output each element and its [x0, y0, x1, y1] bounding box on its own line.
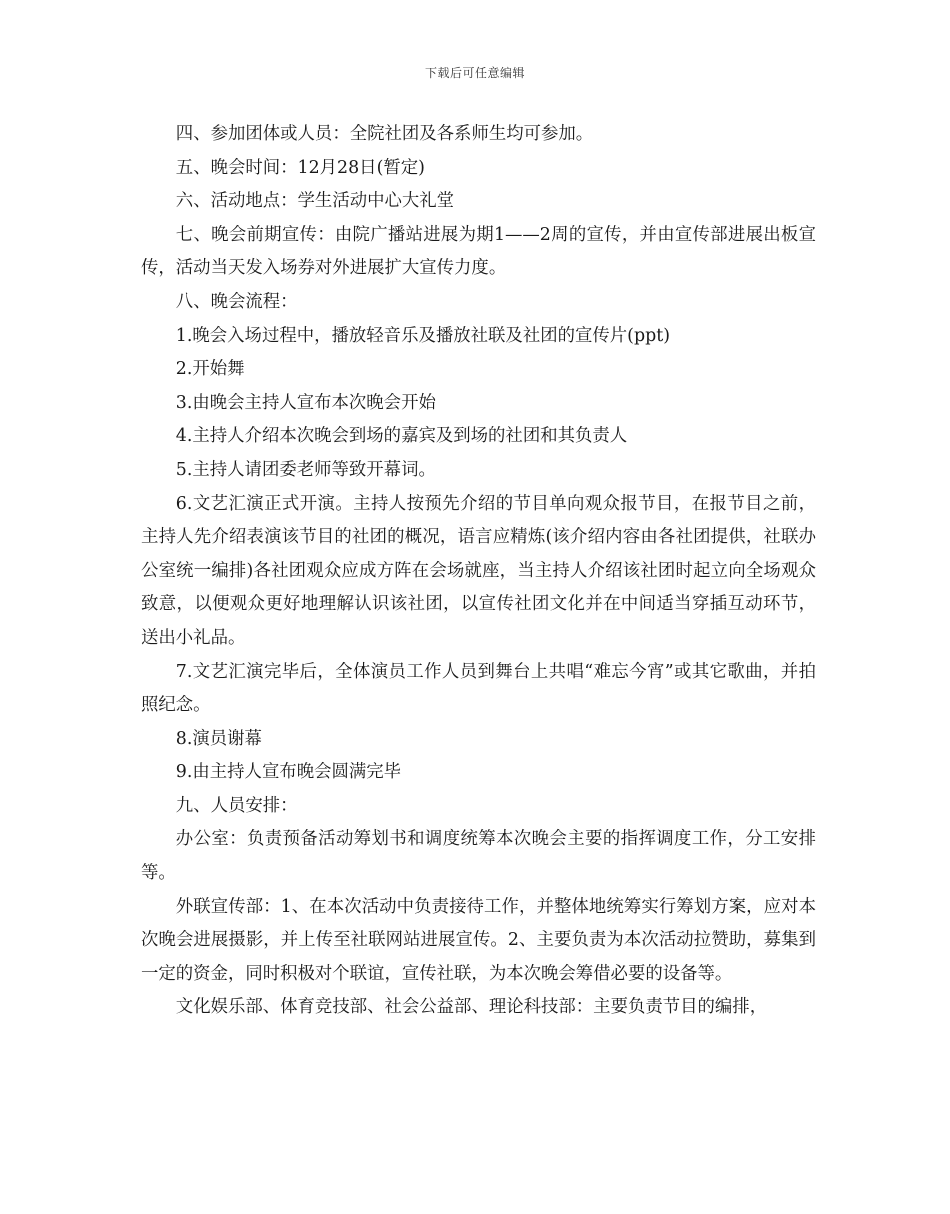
staffing-publicity-dept: 外联宣传部：1、在本次活动中负责接待工作，并整体地统筹实行筹划方案，应对本次晚会进展摄影，并上传至社联网站进展宣传。2、主要负责为本次活动拉赞助，募集到一定的资金，同时积极对个联谊，宣传社联，为本次晚会筹借必要的设备等。	[141, 896, 816, 984]
staffing-office: 办公室：负责预备活动筹划书和调度统筹本次晚会主要的指挥调度工作，分工安排等。	[141, 829, 816, 884]
process-step-9: 9.由主持人宣布晚会圆满完毕	[175, 762, 402, 783]
section-process-heading: 八、晚会流程：	[175, 291, 298, 312]
process-step-8: 8.演员谢幕	[175, 728, 262, 749]
process-step-6: 6.文艺汇演正式开演。主持人按预先介绍的节目单向观众报节目，在报节目之前，主持人先介绍表演该节目的社团的概况，语言应精炼(该介绍内容由各社团提供，社联办公室统一编排)各社团观众应成方阵在会场就座，当主持人介绍该社团时起立向全场观众致意，以便观众更好地理解认识该社团，以宣传社团文化并在中间适当穿插互动环节，送出小礼品。	[141, 493, 816, 648]
process-step-5: 5.主持人请团委老师等致开幕词。	[175, 459, 436, 480]
staffing-other-depts: 文化娱乐部、体育竞技部、社会公益部、理论科技部：主要负责节目的编排，	[175, 997, 768, 1018]
process-step-4: 4.主持人介绍本次晚会到场的嘉宾及到场的社团和其负责人	[175, 426, 628, 447]
process-step-7: 7.文艺汇演完毕后，全体演员工作人员到舞台上共唱“难忘今宵”或其它歌曲，并拍照纪念。	[141, 661, 816, 716]
section-location: 六、活动地点：学生活动中心大礼堂	[175, 191, 455, 212]
process-step-2: 2.开始舞	[175, 359, 245, 380]
section-time: 五、晚会时间：12月28日(暂定)	[175, 157, 425, 178]
process-step-1: 1.晚会入场过程中，播放轻音乐及播放社联及社团的宣传片(ppt)	[175, 325, 670, 346]
section-participants: 四、参加团体或人员：全院社团及各系师生均可参加。	[175, 124, 594, 144]
document-body	[141, 118, 816, 1025]
section-publicity: 七、晚会前期宣传：由院广播站进展为期1——2周的宣传，并由宣传部进展出板宣传，活动当天发入场券对外进展扩大宣传力度。	[141, 224, 816, 279]
section-staffing-heading: 九、人员安排：	[175, 795, 298, 816]
process-step-3: 3.由晚会主持人宣布本次晚会开始	[175, 392, 436, 413]
page-header: 下载后可任意编辑	[424, 66, 525, 80]
